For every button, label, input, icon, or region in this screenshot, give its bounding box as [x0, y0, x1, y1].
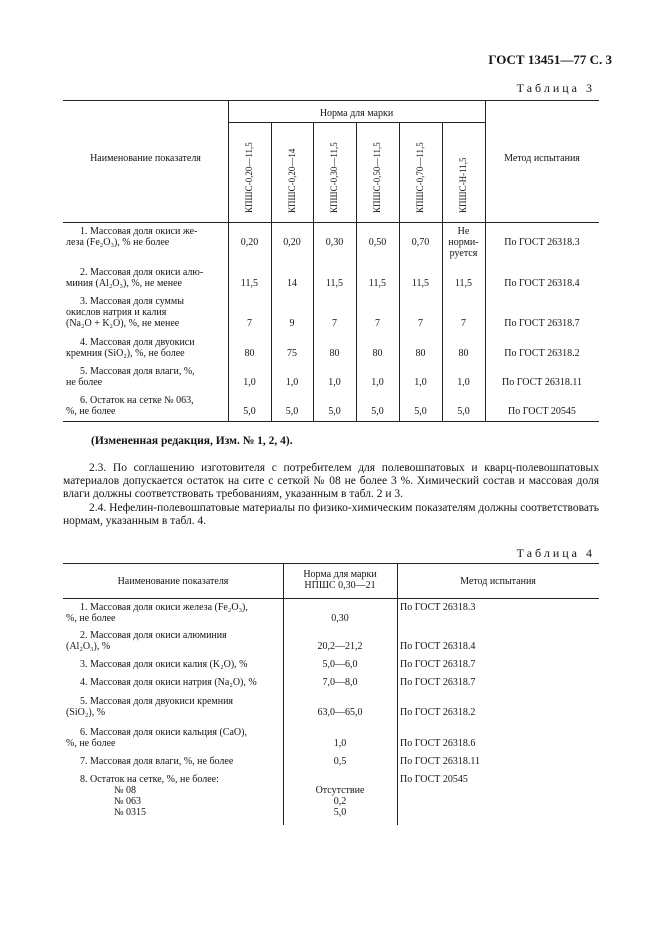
table4-method: По ГОСТ 26318.6: [400, 738, 476, 749]
table4-method: По ГОСТ 26318.7: [400, 677, 476, 688]
table3-value: 80: [329, 348, 340, 359]
table-row: 7. Массовая доля влаги, %, не более: [80, 756, 234, 767]
table3-value: 11,5: [411, 278, 430, 289]
table3-method: По ГОСТ 26318.7: [504, 318, 580, 329]
table3-value: 11,5: [368, 278, 387, 289]
table3-value: 80: [372, 348, 383, 359]
table3-method: По ГОСТ 26318.4: [504, 278, 580, 289]
table3-top-rule: [63, 100, 599, 101]
table-row: 2. Массовая доля окиси алю- миния (Al₂O₃), %, не менее: [66, 267, 204, 289]
table4-method: По ГОСТ 26318.3: [400, 602, 476, 613]
table4-method: По ГОСТ 26318.4: [400, 641, 476, 652]
table4-value: 20,2—21,2: [317, 641, 363, 652]
table4-col-method: Метод испытания: [460, 576, 536, 587]
table3-value: 7: [418, 318, 423, 329]
page-header-title: ГОСТ 13451—77 С. 3: [488, 52, 612, 67]
table-row: 4. Массовая доля двуокиси кремния (SiO₂), %, не более: [66, 337, 195, 359]
table3-value: 0,70: [411, 237, 430, 248]
table3-value: 9: [289, 318, 295, 329]
edition-note: (Измененная редакция, Изм. № 1, 2, 4).: [91, 435, 293, 447]
sieve-label: № 08: [114, 785, 137, 796]
table3-value: Не норми- руется: [448, 226, 479, 259]
table4-value: 0,30: [331, 613, 349, 624]
table4-value: 5,0—6,0: [322, 659, 358, 670]
table-row: 6. Массовая доля окиси кальция (CaO), %, не более: [66, 727, 247, 749]
table3-col-name: Наименование показателя: [90, 153, 201, 164]
table3-value: 80: [244, 348, 255, 359]
table3-value: 7: [375, 318, 380, 329]
table-row: 1. Массовая доля окиси железа (Fe₂O₃), %, не более: [66, 602, 248, 624]
table4-method: По ГОСТ 26318.11: [400, 756, 481, 767]
table3-value: 1,0: [457, 377, 470, 388]
table4-value: 7,0—8,0: [322, 677, 358, 688]
table3-value: 75: [287, 348, 297, 359]
table3-method: По ГОСТ 26318.2: [504, 348, 580, 359]
table-row: 4. Массовая доля окиси натрия (Na₂O), %: [80, 677, 257, 688]
table3-value: 7: [247, 318, 252, 329]
table3-method: По ГОСТ 26318.11: [501, 377, 582, 388]
table3-grade-header: КПШС-0,30—11,5: [329, 142, 339, 213]
table3-value: 0,50: [368, 237, 387, 248]
table3-value: 5,0: [285, 406, 299, 417]
table-row: 3. Массовая доля окиси калия (K₂O), %: [80, 659, 248, 670]
sieve-label: № 063: [114, 796, 142, 807]
table3-value: 80: [458, 348, 469, 359]
table3-grade-header: КПШС-0,20—14: [287, 148, 297, 213]
table3-value: 14: [287, 278, 297, 289]
table4-header-rule: [63, 598, 599, 599]
table3-label: Таблица 3: [516, 81, 595, 95]
table3-header-rule: [63, 222, 599, 223]
table3-value: 1,0: [371, 377, 384, 388]
table4-method: По ГОСТ 26318.2: [400, 707, 476, 718]
table3-bottom-rule: [63, 421, 599, 422]
table3-grade-header: КПШС-Н-11,5: [458, 157, 468, 213]
table3-value: 7: [332, 318, 337, 329]
table3-value: 1,0: [285, 377, 299, 388]
table4-value: 63,0—65,0: [317, 707, 363, 718]
table-row: 5. Массовая доля двуокиси кремния (SiO₂), %: [66, 696, 234, 718]
table3-method: По ГОСТ 26318.3: [504, 237, 580, 248]
table3-value: 0,30: [325, 237, 344, 248]
table3-value: 1,0: [328, 377, 341, 388]
sieve-label: № 0315: [114, 807, 147, 818]
table4-method: По ГОСТ 26318.7: [400, 659, 476, 670]
table4-method: По ГОСТ 20545: [400, 774, 468, 785]
table4-col-norm: Норма для марки НПШС 0,30—21: [303, 569, 377, 591]
table-row: 1. Массовая доля окиси же- леза (Fe₂O₃), % не более: [66, 226, 198, 248]
table-row: 6. Остаток на сетке № 063, %, не более: [66, 395, 194, 417]
table4-vrule: [397, 563, 398, 825]
table3-value: 0,20: [240, 237, 259, 248]
table3-vrule: [485, 100, 486, 421]
table3-value: 80: [415, 348, 426, 359]
table3-value: 0,20: [283, 237, 301, 248]
sieve-value: Отсутствие: [315, 785, 365, 796]
table4-top-rule: [63, 563, 599, 564]
table3-method: По ГОСТ 20545: [508, 406, 576, 417]
table3-value: 1,0: [414, 377, 427, 388]
table3-value: 11,5: [325, 278, 344, 289]
table4-value: 0,5: [333, 756, 347, 767]
table3-col-method: Метод испытания: [504, 153, 580, 164]
table3-grade-header: КПШС-0,20—11,5: [244, 142, 254, 213]
table3-value: 5,0: [457, 406, 470, 417]
table3-value: 5,0: [371, 406, 384, 417]
table4-col-name: Наименование показателя: [117, 576, 229, 587]
table3-vrule: [228, 100, 229, 421]
sieve-value: 0,2: [333, 796, 347, 807]
table3-value: 5,0: [328, 406, 341, 417]
table3-value: 7: [461, 318, 466, 329]
table-row: 8. Остаток на сетке, %, не более:: [80, 774, 219, 785]
table3-value: 11,5: [240, 278, 259, 289]
table-row: 3. Массовая доля суммы окислов натрия и калия (Na₂O + K₂O), %, не менее: [66, 296, 184, 329]
table3-col-norm: Норма для марки: [319, 108, 394, 119]
paragraph-2-4: 2.4. Нефелин-полевошпатовые материалы по физико-химическим показателям должны соответствовать нормам, указанным в табл. 4.: [63, 502, 599, 527]
table3-value: 11,5: [454, 278, 473, 289]
table-row: 5. Массовая доля влаги, %, не более: [66, 366, 195, 388]
table-row: 2. Массовая доля окиси алюминия (Al₂O₃), %: [66, 630, 227, 652]
table3-grade-header: КПШС-0,70—11,5: [415, 142, 425, 213]
table3-grade-header: КПШС-0,50—11,5: [372, 142, 382, 213]
sieve-value: 5,0: [333, 807, 347, 818]
table4-label: Таблица 4: [516, 546, 595, 560]
table3-value: 5,0: [243, 406, 256, 417]
table3-value: 5,0: [414, 406, 427, 417]
paragraph-2-3: 2.3. По соглашению изготовителя с потребителем для полевошпатовых и кварц-полевошпатовых материалов допускается остаток на сите с сеткой № 08 не более 3 %. Химический состав и массовая доля влаги должны соответствовать требованиям, указанным в табл. 2 и 3.: [63, 462, 599, 500]
table4-value: 1,0: [333, 738, 347, 749]
table3-value: 1,0: [243, 377, 256, 388]
